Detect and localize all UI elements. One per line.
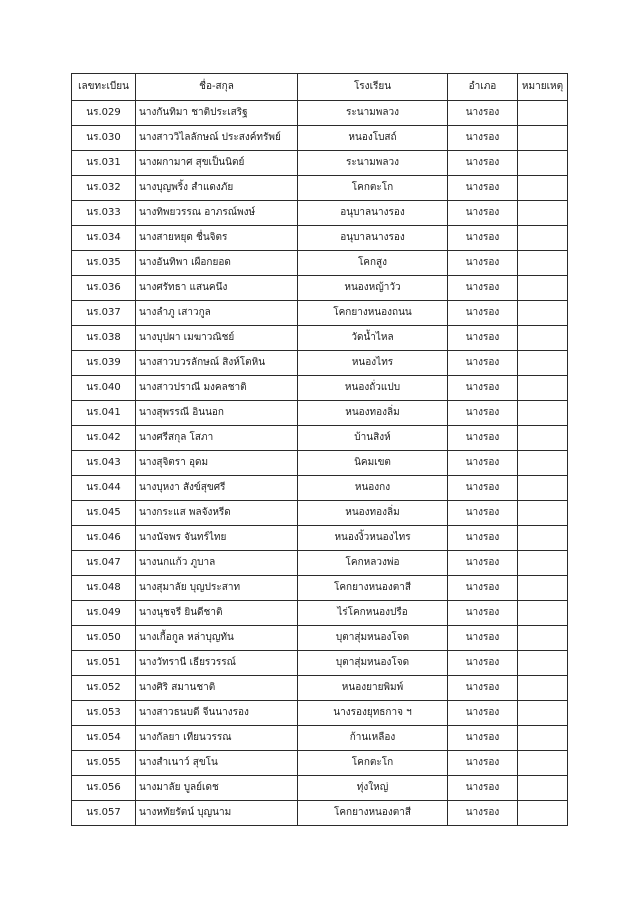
cell-district: นางรอง: [448, 226, 518, 251]
cell-district: นางรอง: [448, 626, 518, 651]
cell-reg-no: นร.055: [72, 751, 136, 776]
cell-name: นางบุปผา เมฆาวณิชย์: [136, 326, 298, 351]
table-row: [72, 751, 568, 776]
cell-remark: [518, 326, 568, 351]
table-row: [72, 576, 568, 601]
cell-reg-no: นร.032: [72, 176, 136, 201]
cell-school: นางรองยุทธกาจ ฯ: [298, 701, 448, 726]
cell-district: นางรอง: [448, 151, 518, 176]
cell-school: โคกสูง: [298, 251, 448, 276]
cell-name: นางบุหงา สังข์สุขศรี: [136, 476, 298, 501]
cell-reg-no: นร.044: [72, 476, 136, 501]
cell-district: นางรอง: [448, 126, 518, 151]
cell-name: นางสาวธนบดี จีนนางรอง: [136, 701, 298, 726]
cell-remark: [518, 551, 568, 576]
cell-remark: [518, 176, 568, 201]
cell-remark: [518, 726, 568, 751]
cell-school: โคกยางหนองถนน: [298, 301, 448, 326]
table-row: [72, 676, 568, 701]
cell-school: หนองถั่วแปบ: [298, 376, 448, 401]
cell-name: นางทิพยวรรณ อาภรณ์พงษ์: [136, 201, 298, 226]
table-row: [72, 426, 568, 451]
table-row: [72, 351, 568, 376]
cell-remark: [518, 301, 568, 326]
cell-name: นางสาวปราณี มงคลชาติ: [136, 376, 298, 401]
cell-remark: [518, 801, 568, 826]
cell-district: นางรอง: [448, 101, 518, 126]
cell-remark: [518, 276, 568, 301]
cell-school: หนองทองลิ่ม: [298, 401, 448, 426]
cell-district: นางรอง: [448, 576, 518, 601]
cell-reg-no: นร.039: [72, 351, 136, 376]
table-row: [72, 476, 568, 501]
cell-remark: [518, 201, 568, 226]
cell-remark: [518, 376, 568, 401]
cell-district: นางรอง: [448, 401, 518, 426]
table-row: [72, 301, 568, 326]
cell-district: นางรอง: [448, 676, 518, 701]
cell-remark: [518, 151, 568, 176]
cell-school: โคกยางหนองตาสี: [298, 801, 448, 826]
cell-remark: [518, 426, 568, 451]
table-row: [72, 601, 568, 626]
cell-district: นางรอง: [448, 176, 518, 201]
cell-reg-no: นร.041: [72, 401, 136, 426]
cell-remark: [518, 601, 568, 626]
cell-district: นางรอง: [448, 201, 518, 226]
cell-district: นางรอง: [448, 801, 518, 826]
cell-name: นางกัลยา เทียนวรรณ: [136, 726, 298, 751]
table-row: [72, 176, 568, 201]
table-row: [72, 451, 568, 476]
table-row: [72, 551, 568, 576]
cell-school: อนุบาลนางรอง: [298, 226, 448, 251]
table-row: [72, 401, 568, 426]
cell-district: นางรอง: [448, 551, 518, 576]
cell-district: นางรอง: [448, 451, 518, 476]
cell-name: นางกระแส พลจังหรีด: [136, 501, 298, 526]
cell-district: นางรอง: [448, 376, 518, 401]
cell-remark: [518, 576, 568, 601]
cell-remark: [518, 251, 568, 276]
cell-name: นางสุจิตรา อุดม: [136, 451, 298, 476]
cell-remark: [518, 101, 568, 126]
cell-reg-no: นร.029: [72, 101, 136, 126]
cell-remark: [518, 526, 568, 551]
cell-name: นางหทัยรัตน์ บุญนาม: [136, 801, 298, 826]
cell-name: นางวัทรานี เธียรวรรณ์: [136, 651, 298, 676]
cell-reg-no: นร.033: [72, 201, 136, 226]
cell-name: นางบุญพริ้ง สำแดงภัย: [136, 176, 298, 201]
cell-school: บ้านสิงห์: [298, 426, 448, 451]
cell-remark: [518, 701, 568, 726]
cell-district: นางรอง: [448, 501, 518, 526]
cell-school: หนองหญ้าวัว: [298, 276, 448, 301]
cell-school: บุตาสุ่มหนองโจด: [298, 651, 448, 676]
cell-remark: [518, 776, 568, 801]
cell-reg-no: นร.046: [72, 526, 136, 551]
cell-name: นางศรีสกุล โสภา: [136, 426, 298, 451]
header-school: โรงเรียน: [298, 74, 448, 101]
cell-name: นางสายหยุด ชื่นจิตร: [136, 226, 298, 251]
header-remark: หมายเหตุ: [518, 74, 568, 101]
cell-reg-no: นร.040: [72, 376, 136, 401]
cell-district: นางรอง: [448, 751, 518, 776]
cell-district: นางรอง: [448, 426, 518, 451]
cell-reg-no: นร.031: [72, 151, 136, 176]
cell-remark: [518, 351, 568, 376]
cell-reg-no: นร.043: [72, 451, 136, 476]
cell-reg-no: นร.047: [72, 551, 136, 576]
cell-name: นางผกามาศ สุขเป็นนิตย์: [136, 151, 298, 176]
cell-school: หนองไทร: [298, 351, 448, 376]
cell-name: นางเกื้อกูล หล่าบุญทัน: [136, 626, 298, 651]
cell-school: หนองงิ้วหนองไทร: [298, 526, 448, 551]
cell-remark: [518, 676, 568, 701]
cell-reg-no: นร.049: [72, 601, 136, 626]
cell-remark: [518, 751, 568, 776]
cell-district: นางรอง: [448, 251, 518, 276]
cell-school: โคกหลวงพ่อ: [298, 551, 448, 576]
cell-district: นางรอง: [448, 726, 518, 751]
table-row: [72, 251, 568, 276]
table-row: [72, 501, 568, 526]
table-row: [72, 776, 568, 801]
cell-reg-no: นร.053: [72, 701, 136, 726]
cell-reg-no: นร.042: [72, 426, 136, 451]
cell-name: นางลำภู เสาวกูล: [136, 301, 298, 326]
cell-remark: [518, 451, 568, 476]
cell-remark: [518, 226, 568, 251]
header-row: [72, 74, 568, 101]
header-district: อำเภอ: [448, 74, 518, 101]
cell-school: ไร่โคกหนองปรือ: [298, 601, 448, 626]
cell-reg-no: นร.036: [72, 276, 136, 301]
cell-name: นางนุชจรี ยินดีชาติ: [136, 601, 298, 626]
cell-district: นางรอง: [448, 651, 518, 676]
header-reg-no: เลขทะเบียน: [72, 74, 136, 101]
table-row: [72, 801, 568, 826]
cell-reg-no: นร.048: [72, 576, 136, 601]
table-body: [72, 101, 568, 826]
cell-school: หนองโบสถ์: [298, 126, 448, 151]
cell-reg-no: นร.030: [72, 126, 136, 151]
cell-remark: [518, 126, 568, 151]
cell-remark: [518, 626, 568, 651]
cell-name: นางสุพรรณี อินนอก: [136, 401, 298, 426]
cell-school: ทุ่งใหญ่: [298, 776, 448, 801]
cell-school: หนองกง: [298, 476, 448, 501]
cell-name: นางสาวบวรลักษณ์ สิงห์โตหิน: [136, 351, 298, 376]
table-row: [72, 201, 568, 226]
cell-district: นางรอง: [448, 326, 518, 351]
cell-school: โคกยางหนองตาสี: [298, 576, 448, 601]
cell-reg-no: นร.057: [72, 801, 136, 826]
table-row: [72, 326, 568, 351]
table-row: [72, 226, 568, 251]
cell-school: บุตาสุ่มหนองโจด: [298, 626, 448, 651]
cell-name: นางกันทิมา ชาติประเสริฐ: [136, 101, 298, 126]
cell-district: นางรอง: [448, 351, 518, 376]
cell-remark: [518, 401, 568, 426]
table-header: [72, 74, 568, 101]
cell-name: นางศรัทธา แสนคนึง: [136, 276, 298, 301]
cell-reg-no: นร.056: [72, 776, 136, 801]
cell-school: อนุบาลนางรอง: [298, 201, 448, 226]
cell-name: นางสุมาลัย บุญประสาท: [136, 576, 298, 601]
cell-school: หนองยายพิมพ์: [298, 676, 448, 701]
table-row: [72, 151, 568, 176]
cell-school: ก้านเหลือง: [298, 726, 448, 751]
cell-remark: [518, 501, 568, 526]
cell-school: ระนามพลวง: [298, 101, 448, 126]
cell-name: นางนกแก้ว ภูบาล: [136, 551, 298, 576]
cell-name: นางนัจพร จันทร์ไทย: [136, 526, 298, 551]
table-row: [72, 526, 568, 551]
table-row: [72, 626, 568, 651]
table-row: [72, 276, 568, 301]
cell-reg-no: นร.035: [72, 251, 136, 276]
cell-school: โคกตะโก: [298, 176, 448, 201]
cell-district: นางรอง: [448, 526, 518, 551]
cell-name: นางมาลัย บูลย์เดช: [136, 776, 298, 801]
cell-name: นางอันทิพา เผือกยอด: [136, 251, 298, 276]
cell-reg-no: นร.037: [72, 301, 136, 326]
cell-reg-no: นร.038: [72, 326, 136, 351]
cell-reg-no: นร.045: [72, 501, 136, 526]
cell-school: หนองทองลิ่ม: [298, 501, 448, 526]
cell-school: นิคมเขต: [298, 451, 448, 476]
cell-district: นางรอง: [448, 476, 518, 501]
teacher-register-table: [71, 73, 568, 826]
cell-district: นางรอง: [448, 301, 518, 326]
cell-district: นางรอง: [448, 601, 518, 626]
header-name: ชื่อ-สกุล: [136, 74, 298, 101]
cell-reg-no: นร.050: [72, 626, 136, 651]
cell-reg-no: นร.054: [72, 726, 136, 751]
table-row: [72, 726, 568, 751]
cell-district: นางรอง: [448, 776, 518, 801]
cell-school: โคกตะโก: [298, 751, 448, 776]
cell-remark: [518, 476, 568, 501]
table-row: [72, 376, 568, 401]
table-row: [72, 126, 568, 151]
cell-district: นางรอง: [448, 701, 518, 726]
cell-reg-no: นร.052: [72, 676, 136, 701]
table-row: [72, 651, 568, 676]
cell-school: ระนามพลวง: [298, 151, 448, 176]
cell-remark: [518, 651, 568, 676]
cell-reg-no: นร.051: [72, 651, 136, 676]
cell-name: นางศิริ สมานชาติ: [136, 676, 298, 701]
cell-district: นางรอง: [448, 276, 518, 301]
cell-reg-no: นร.034: [72, 226, 136, 251]
cell-school: วัดน้ำไหล: [298, 326, 448, 351]
table-row: [72, 101, 568, 126]
table-row: [72, 701, 568, 726]
cell-name: นางสำเนาว์ สุขโน: [136, 751, 298, 776]
cell-name: นางสาววิไลลักษณ์ ประสงค์ทรัพย์: [136, 126, 298, 151]
